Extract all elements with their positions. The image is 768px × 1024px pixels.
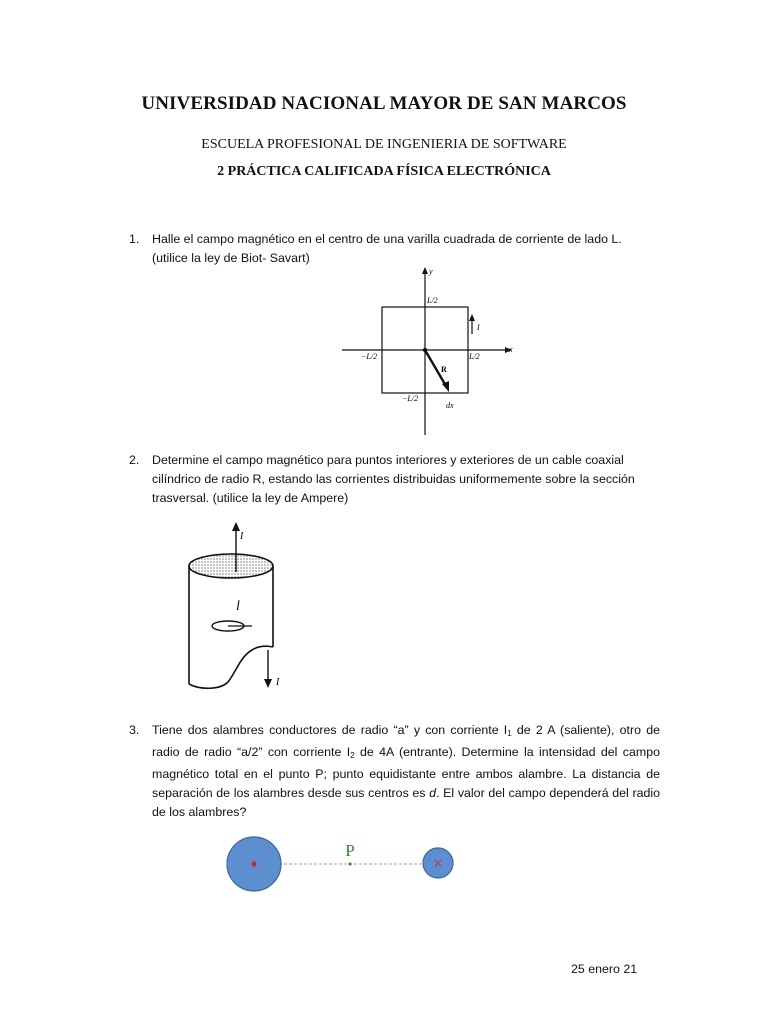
question-text: [152, 721, 660, 822]
top-current-arrowhead: [232, 522, 240, 531]
bottom-label: −L/2: [402, 394, 419, 403]
loop-label: l: [236, 599, 240, 614]
bottom-current-arrowhead: [264, 679, 272, 688]
question-line: Determine el campo magnético para puntos interiores y exteriores de un cable coaxial: [152, 453, 624, 467]
two-wires-figure: [220, 832, 470, 898]
top-label: L/2: [427, 296, 438, 305]
subscript: 2: [350, 751, 355, 760]
x-label: x: [509, 345, 513, 354]
question-text-part: de 2 A (saliente), otro de radio de radio “a/2” con corriente I: [152, 723, 660, 759]
question-number: 1.: [129, 232, 140, 246]
question-line: cilíndrico de radio R, estando las corrientes distribuidas uniformemente sobre la sección: [152, 472, 635, 486]
subscript: 1: [507, 729, 512, 738]
school-subtitle: ESCUELA PROFESIONAL DE INGENIERIA DE SOFTWARE: [201, 137, 567, 152]
question-number: 3.: [129, 723, 140, 737]
top-current-label: I: [240, 531, 244, 542]
square-loop-figure: [330, 262, 530, 442]
question-number: 2.: [129, 453, 140, 467]
current-arrowhead: [469, 314, 475, 321]
question-text-part: de 4A (entrante). Determine la intensidad del campo magnético total en el punto P; punto equidistante entre ambos alambre. La distancia de separación de los alambres desde sus centros es: [152, 745, 660, 800]
question-line: Halle el campo magnético en el centro de una varilla cuadrada de corriente de lado L.: [152, 232, 622, 246]
dx-label: dx: [446, 401, 454, 410]
question-text-part: . El valor del campo dependerá del radio de los alambres?: [152, 786, 661, 819]
y-axis-arrow: [422, 267, 428, 274]
point-p-dot: [349, 863, 352, 866]
exam-title: 2 PRÁCTICA CALIFICADA FÍSICA ELECTRÓNICA: [217, 164, 551, 179]
document-date: 25 enero 21: [571, 962, 638, 976]
question-line: trasversal. (utilice la ley de Ampere): [152, 491, 349, 505]
left-label: −L/2: [361, 352, 378, 361]
y-label: y: [429, 267, 433, 276]
right-label: L/2: [469, 352, 480, 361]
university-title: UNIVERSIDAD NACIONAL MAYOR DE SAN MARCOS: [141, 93, 627, 114]
distance-symbol: d: [429, 786, 437, 800]
cable-top-face: [189, 554, 273, 578]
radius-label: R: [441, 365, 447, 374]
point-p-label: P: [345, 841, 355, 860]
question-text-part: Tiene dos alambres conductores de radio “a” y con corriente I: [152, 723, 508, 737]
current-label: I: [477, 323, 480, 332]
bottom-current-label: I: [276, 677, 280, 688]
origin-dot: [423, 348, 427, 352]
wire-in-marker: ×: [433, 854, 443, 873]
cable-bottom-edge: [189, 646, 273, 688]
coaxial-cable-figure: [180, 522, 300, 694]
question-line: (utilice la ley de Biot- Savart): [152, 251, 310, 265]
wire-out-marker: [251, 861, 256, 866]
question-text: [152, 451, 657, 508]
